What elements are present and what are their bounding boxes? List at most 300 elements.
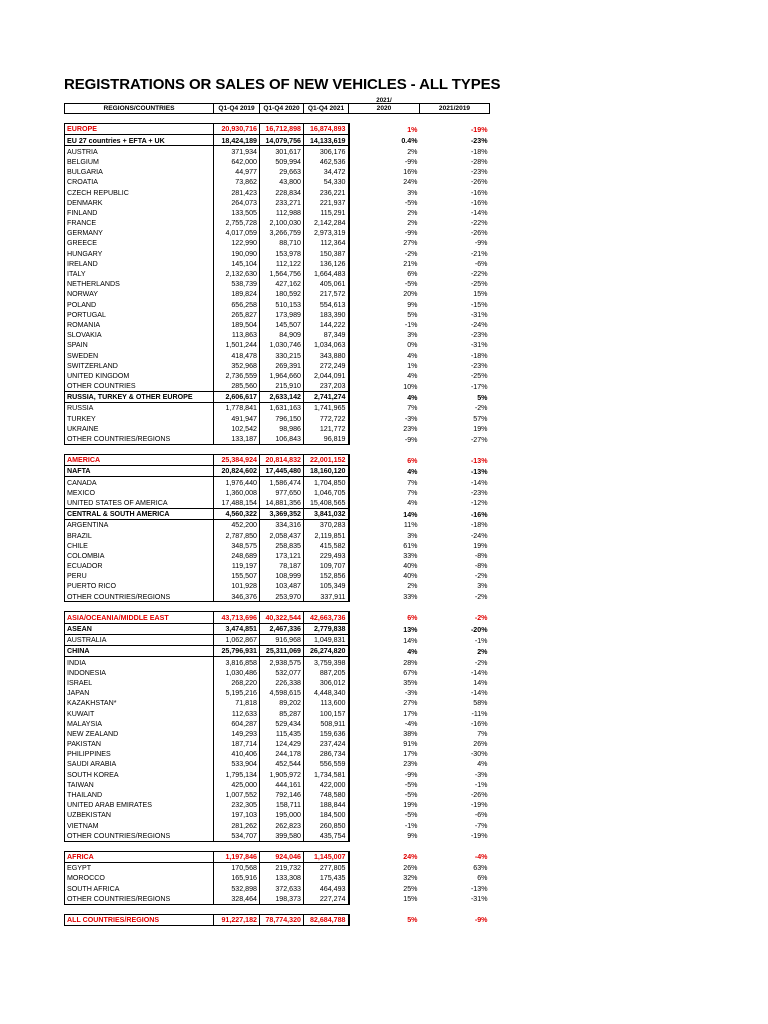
cell-change-2021-2019: -27% bbox=[470, 435, 488, 444]
cell-region: INDIA bbox=[65, 657, 214, 668]
cell-change-2021-2019: -23% bbox=[470, 361, 488, 370]
cell-region: ITALY bbox=[65, 269, 214, 279]
cell-q1-q4-2020: 1,586,474 bbox=[260, 477, 304, 488]
cell-q1-q4-2019: 122,990 bbox=[214, 238, 260, 248]
cell-q1-q4-2019: 268,220 bbox=[214, 678, 260, 688]
cell-region: PAKISTAN bbox=[65, 739, 214, 749]
cell-q1-q4-2019: 170,568 bbox=[214, 862, 260, 873]
table-row bbox=[65, 581, 490, 591]
cell-q1-q4-2019: 1,360,008 bbox=[214, 487, 260, 497]
cell-q1-q4-2019: 44,977 bbox=[214, 167, 260, 177]
cell-q1-q4-2019: 642,000 bbox=[214, 157, 260, 167]
table-row bbox=[65, 340, 490, 350]
table-row bbox=[65, 498, 490, 509]
cell-region: JAPAN bbox=[65, 688, 214, 698]
spacer-cell bbox=[420, 114, 490, 124]
cell-region: GREECE bbox=[65, 238, 214, 248]
cell-region: GERMANY bbox=[65, 228, 214, 238]
cell-q1-q4-2020: 427,162 bbox=[260, 279, 304, 289]
cell-q1-q4-2021: 121,772 bbox=[304, 423, 349, 433]
cell-change-2021-2020: -5% bbox=[404, 791, 418, 800]
cell-change-2021-2020: 7% bbox=[407, 478, 418, 487]
cell-q1-q4-2019: 149,293 bbox=[214, 729, 260, 739]
table-spacer-row bbox=[65, 444, 490, 454]
cell-region: NEW ZEALAND bbox=[65, 729, 214, 739]
cell-q1-q4-2020: 1,964,660 bbox=[260, 371, 304, 381]
cell-q1-q4-2020: 84,909 bbox=[260, 330, 304, 340]
cell-change-2021-2020: 40% bbox=[403, 572, 418, 581]
table-row bbox=[65, 279, 490, 289]
cell-region: EUROPE bbox=[65, 124, 214, 135]
cell-q1-q4-2019: 656,258 bbox=[214, 299, 260, 309]
cell-change-2021-2019: 58% bbox=[473, 699, 488, 708]
spacer-cell bbox=[304, 444, 349, 454]
cell-q1-q4-2021: 34,472 bbox=[304, 167, 349, 177]
table-row bbox=[65, 413, 490, 423]
cell-q1-q4-2020: 452,544 bbox=[260, 759, 304, 769]
cell-q1-q4-2021: 2,973,319 bbox=[304, 228, 349, 238]
cell-change-2021-2020: -9% bbox=[404, 229, 418, 238]
table-row bbox=[65, 157, 490, 167]
table-row bbox=[65, 218, 490, 228]
cell-region: MALAYSIA bbox=[65, 718, 214, 728]
table-row bbox=[65, 381, 490, 392]
cell-q1-q4-2021: 1,034,063 bbox=[304, 340, 349, 350]
cell-region: SWEDEN bbox=[65, 350, 214, 360]
cell-q1-q4-2020: 108,999 bbox=[260, 571, 304, 581]
cell-q1-q4-2019: 17,488,154 bbox=[214, 498, 260, 509]
cell-q1-q4-2019: 113,863 bbox=[214, 330, 260, 340]
cell-q1-q4-2020: 977,650 bbox=[260, 487, 304, 497]
cell-change-2021-2020: 25% bbox=[403, 884, 418, 893]
header-change-top: 2021/ bbox=[376, 97, 392, 105]
cell-q1-q4-2021: 96,819 bbox=[304, 434, 349, 445]
cell-q1-q4-2020: 115,435 bbox=[260, 729, 304, 739]
cell-change-2021-2020: 9% bbox=[407, 832, 418, 841]
cell-q1-q4-2019: 133,187 bbox=[214, 434, 260, 445]
cell-change-2021-2020: -9% bbox=[404, 770, 418, 779]
cell-q1-q4-2020: 399,580 bbox=[260, 830, 304, 841]
cell-region: ARGENTINA bbox=[65, 519, 214, 530]
cell-change-2021-2020: 33% bbox=[403, 593, 418, 602]
cell-change-2021-2020: 33% bbox=[403, 551, 418, 560]
cell-change-2021-2019: -18% bbox=[470, 351, 488, 360]
section-total-row bbox=[65, 914, 490, 925]
cell-q1-q4-2021: 229,493 bbox=[304, 551, 349, 561]
spacer-cell bbox=[349, 444, 420, 454]
cell-q1-q4-2019: 112,633 bbox=[214, 708, 260, 718]
cell-change-2021-2020: 23% bbox=[403, 424, 418, 433]
cell-q1-q4-2019: 2,755,728 bbox=[214, 218, 260, 228]
cell-change-2021-2020: -2% bbox=[404, 249, 418, 258]
cell-q1-q4-2021: 175,435 bbox=[304, 873, 349, 883]
table-row bbox=[65, 269, 490, 279]
cell-change-2021-2019: -2% bbox=[474, 572, 488, 581]
cell-q1-q4-2019: 1,778,841 bbox=[214, 403, 260, 414]
cell-change-2021-2019: -22% bbox=[470, 270, 488, 279]
cell-q1-q4-2019: 1,795,134 bbox=[214, 769, 260, 779]
cell-change-2021-2020: 9% bbox=[407, 300, 418, 309]
cell-region: ASIA/OCEANIA/MIDDLE EAST bbox=[65, 612, 214, 623]
subtotal-row bbox=[65, 508, 490, 519]
cell-change-2021-2019: -23% bbox=[470, 488, 488, 497]
cell-q1-q4-2021: 508,911 bbox=[304, 718, 349, 728]
cell-q1-q4-2021: 1,049,831 bbox=[304, 634, 349, 645]
cell-change-2021-2019: -31% bbox=[470, 341, 488, 350]
cell-region: KUWAIT bbox=[65, 708, 214, 718]
cell-change-2021-2019: 14% bbox=[473, 678, 488, 687]
table-row bbox=[65, 434, 490, 445]
cell-change-2021-2019: 2% bbox=[477, 647, 488, 656]
cell-change-2021-2020: 24% bbox=[403, 853, 418, 862]
spacer-cell bbox=[65, 444, 214, 454]
subtotal-row bbox=[65, 646, 490, 657]
header-q1-q4-2021: Q1-Q4 2021 bbox=[304, 104, 349, 114]
cell-q1-q4-2021: 236,221 bbox=[304, 187, 349, 197]
table-row bbox=[65, 708, 490, 718]
cell-q1-q4-2020: 173,121 bbox=[260, 551, 304, 561]
cell-change-2021-2019: -26% bbox=[470, 229, 488, 238]
cell-change-2021-2019: -19% bbox=[470, 832, 488, 841]
cell-region: UZBEKISTAN bbox=[65, 810, 214, 820]
cell-change-2021-2019: -14% bbox=[470, 478, 488, 487]
cell-change-2021-2020: 7% bbox=[407, 404, 418, 413]
cell-region: SOUTH KOREA bbox=[65, 769, 214, 779]
cell-region: TAIWAN bbox=[65, 779, 214, 789]
cell-change-2021-2020: 23% bbox=[403, 760, 418, 769]
cell-change-2021-2019: -7% bbox=[474, 821, 488, 830]
cell-q1-q4-2021: 277,805 bbox=[304, 862, 349, 873]
header-change-bottom: 2020 bbox=[376, 105, 392, 113]
table-row bbox=[65, 634, 490, 645]
cell-q1-q4-2021: 2,119,851 bbox=[304, 530, 349, 540]
cell-change-2021-2019: 7% bbox=[477, 729, 488, 738]
cell-q1-q4-2019: 1,007,552 bbox=[214, 790, 260, 800]
cell-change-2021-2019: -13% bbox=[470, 467, 488, 476]
table-row bbox=[65, 309, 490, 319]
cell-change-2021-2020: 21% bbox=[403, 259, 418, 268]
cell-change-2021-2020: 4% bbox=[407, 467, 418, 476]
cell-q1-q4-2019: 25,384,924 bbox=[214, 454, 260, 465]
cell-q1-q4-2019: 410,406 bbox=[214, 749, 260, 759]
cell-change-2021-2020: 67% bbox=[403, 668, 418, 677]
cell-region: CANADA bbox=[65, 477, 214, 488]
cell-q1-q4-2021: 415,582 bbox=[304, 540, 349, 550]
cell-q1-q4-2021: 105,349 bbox=[304, 581, 349, 591]
table-row bbox=[65, 561, 490, 571]
table-row bbox=[65, 591, 490, 602]
cell-region: NETHERLANDS bbox=[65, 279, 214, 289]
cell-region: RUSSIA bbox=[65, 403, 214, 414]
cell-q1-q4-2020: 173,989 bbox=[260, 309, 304, 319]
cell-q1-q4-2021: 2,741,274 bbox=[304, 391, 349, 402]
cell-q1-q4-2019: 155,507 bbox=[214, 571, 260, 581]
cell-q1-q4-2021: 16,874,893 bbox=[304, 124, 349, 135]
spacer-cell bbox=[260, 602, 304, 612]
table-row bbox=[65, 360, 490, 370]
cell-q1-q4-2021: 3,841,032 bbox=[304, 508, 349, 519]
cell-change-2021-2020: 3% bbox=[407, 531, 418, 540]
cell-change-2021-2019: -18% bbox=[470, 147, 488, 156]
cell-change-2021-2019: -14% bbox=[470, 689, 488, 698]
cell-change-2021-2019: -14% bbox=[470, 208, 488, 217]
cell-q1-q4-2021: 3,759,398 bbox=[304, 657, 349, 668]
table-row bbox=[65, 790, 490, 800]
cell-q1-q4-2021: 183,390 bbox=[304, 309, 349, 319]
cell-q1-q4-2019: 165,916 bbox=[214, 873, 260, 883]
cell-region: INDONESIA bbox=[65, 667, 214, 677]
cell-region: ROMANIA bbox=[65, 320, 214, 330]
cell-change-2021-2019: -9% bbox=[474, 916, 488, 925]
table-row bbox=[65, 320, 490, 330]
cell-q1-q4-2020: 20,814,832 bbox=[260, 454, 304, 465]
cell-q1-q4-2019: 538,739 bbox=[214, 279, 260, 289]
cell-q1-q4-2020: 153,978 bbox=[260, 248, 304, 258]
cell-q1-q4-2019: 20,824,602 bbox=[214, 466, 260, 477]
cell-change-2021-2020: -5% bbox=[404, 780, 418, 789]
table-row bbox=[65, 883, 490, 893]
cell-q1-q4-2021: 1,046,705 bbox=[304, 487, 349, 497]
cell-change-2021-2019: -2% bbox=[474, 404, 488, 413]
cell-q1-q4-2021: 405,061 bbox=[304, 279, 349, 289]
cell-change-2021-2019: -2% bbox=[474, 614, 488, 623]
cell-q1-q4-2019: 3,816,858 bbox=[214, 657, 260, 668]
table-row bbox=[65, 238, 490, 248]
cell-q1-q4-2020: 215,910 bbox=[260, 381, 304, 392]
cell-change-2021-2019: -18% bbox=[470, 521, 488, 530]
cell-q1-q4-2020: 372,633 bbox=[260, 883, 304, 893]
cell-q1-q4-2020: 103,487 bbox=[260, 581, 304, 591]
spacer-cell bbox=[349, 602, 420, 612]
table-row bbox=[65, 371, 490, 381]
cell-q1-q4-2021: 2,142,284 bbox=[304, 218, 349, 228]
spacer-cell bbox=[304, 114, 349, 124]
cell-change-2021-2020: 0.4% bbox=[401, 137, 418, 146]
cell-q1-q4-2021: 112,364 bbox=[304, 238, 349, 248]
cell-q1-q4-2020: 258,835 bbox=[260, 540, 304, 550]
table-row bbox=[65, 571, 490, 581]
table-row bbox=[65, 167, 490, 177]
spacer-cell bbox=[304, 841, 349, 851]
cell-change-2021-2019: -16% bbox=[470, 510, 488, 519]
cell-q1-q4-2021: 221,937 bbox=[304, 197, 349, 207]
cell-change-2021-2019: -30% bbox=[470, 750, 488, 759]
cell-change-2021-2020: -1% bbox=[404, 320, 418, 329]
cell-change-2021-2020: 20% bbox=[403, 290, 418, 299]
cell-q1-q4-2021: 188,844 bbox=[304, 800, 349, 810]
cell-q1-q4-2019: 2,606,617 bbox=[214, 391, 260, 402]
cell-change-2021-2019: -2% bbox=[474, 658, 488, 667]
cell-q1-q4-2020: 43,800 bbox=[260, 177, 304, 187]
cell-change-2021-2020: 28% bbox=[403, 658, 418, 667]
cell-region: MEXICO bbox=[65, 487, 214, 497]
cell-q1-q4-2019: 248,689 bbox=[214, 551, 260, 561]
cell-q1-q4-2021: 1,145,007 bbox=[304, 851, 349, 862]
cell-change-2021-2019: -24% bbox=[470, 320, 488, 329]
table-row bbox=[65, 197, 490, 207]
cell-q1-q4-2020: 88,710 bbox=[260, 238, 304, 248]
cell-q1-q4-2021: 556,559 bbox=[304, 759, 349, 769]
cell-change-2021-2019: -15% bbox=[470, 300, 488, 309]
cell-region: PHILIPPINES bbox=[65, 749, 214, 759]
spacer-cell bbox=[420, 904, 490, 914]
table-row bbox=[65, 403, 490, 414]
cell-region: OTHER COUNTRIES/REGIONS bbox=[65, 830, 214, 841]
cell-change-2021-2019: -31% bbox=[470, 895, 488, 904]
cell-q1-q4-2021: 54,330 bbox=[304, 177, 349, 187]
cell-region: AMERICA bbox=[65, 454, 214, 465]
cell-region: CZECH REPUBLIC bbox=[65, 187, 214, 197]
cell-q1-q4-2019: 281,423 bbox=[214, 187, 260, 197]
cell-q1-q4-2019: 2,736,559 bbox=[214, 371, 260, 381]
table-row bbox=[65, 739, 490, 749]
cell-q1-q4-2020: 1,631,163 bbox=[260, 403, 304, 414]
cell-q1-q4-2021: 1,741,965 bbox=[304, 403, 349, 414]
cell-q1-q4-2019: 1,197,846 bbox=[214, 851, 260, 862]
cell-q1-q4-2019: 197,103 bbox=[214, 810, 260, 820]
cell-region: SOUTH AFRICA bbox=[65, 883, 214, 893]
cell-change-2021-2019: -4% bbox=[474, 853, 488, 862]
cell-change-2021-2020: 35% bbox=[403, 678, 418, 687]
cell-q1-q4-2019: 71,818 bbox=[214, 698, 260, 708]
cell-region: BRAZIL bbox=[65, 530, 214, 540]
cell-change-2021-2020: -4% bbox=[404, 719, 418, 728]
cell-q1-q4-2019: 232,305 bbox=[214, 800, 260, 810]
table-row bbox=[65, 187, 490, 197]
cell-change-2021-2020: 0% bbox=[407, 341, 418, 350]
cell-q1-q4-2020: 29,663 bbox=[260, 167, 304, 177]
cell-region: SWITZERLAND bbox=[65, 360, 214, 370]
cell-q1-q4-2020: 2,938,575 bbox=[260, 657, 304, 668]
cell-q1-q4-2020: 233,271 bbox=[260, 197, 304, 207]
table-row bbox=[65, 667, 490, 677]
cell-q1-q4-2020: 269,391 bbox=[260, 360, 304, 370]
cell-change-2021-2020: -3% bbox=[404, 689, 418, 698]
cell-q1-q4-2019: 418,478 bbox=[214, 350, 260, 360]
table-row bbox=[65, 330, 490, 340]
cell-q1-q4-2019: 264,073 bbox=[214, 197, 260, 207]
cell-region: COLOMBIA bbox=[65, 551, 214, 561]
cell-change-2021-2020: 91% bbox=[403, 740, 418, 749]
cell-region: BELGIUM bbox=[65, 157, 214, 167]
cell-q1-q4-2021: 237,203 bbox=[304, 381, 349, 392]
cell-region: PORTUGAL bbox=[65, 309, 214, 319]
spacer-cell bbox=[214, 114, 260, 124]
cell-q1-q4-2020: 3,369,352 bbox=[260, 508, 304, 519]
cell-region: THAILAND bbox=[65, 790, 214, 800]
cell-change-2021-2019: -21% bbox=[470, 249, 488, 258]
table-row bbox=[65, 423, 490, 433]
cell-change-2021-2020: 1% bbox=[407, 361, 418, 370]
cell-q1-q4-2021: 217,572 bbox=[304, 289, 349, 299]
cell-q1-q4-2021: 306,012 bbox=[304, 678, 349, 688]
cell-q1-q4-2020: 198,373 bbox=[260, 893, 304, 904]
table-header-row bbox=[65, 104, 490, 114]
cell-q1-q4-2020: 253,970 bbox=[260, 591, 304, 602]
cell-change-2021-2020: 4% bbox=[407, 371, 418, 380]
cell-q1-q4-2019: 189,824 bbox=[214, 289, 260, 299]
cell-q1-q4-2019: 18,424,189 bbox=[214, 135, 260, 146]
cell-q1-q4-2020: 509,994 bbox=[260, 157, 304, 167]
cell-change-2021-2020: 5% bbox=[407, 310, 418, 319]
subtotal-row bbox=[65, 391, 490, 402]
cell-region: HUNGARY bbox=[65, 248, 214, 258]
cell-q1-q4-2019: 133,505 bbox=[214, 208, 260, 218]
cell-region: AUSTRIA bbox=[65, 146, 214, 157]
cell-change-2021-2019: -22% bbox=[470, 219, 488, 228]
cell-change-2021-2019: 5% bbox=[477, 393, 488, 402]
cell-region: KAZAKHSTAN* bbox=[65, 698, 214, 708]
cell-q1-q4-2020: 792,146 bbox=[260, 790, 304, 800]
cell-change-2021-2020: 13% bbox=[403, 625, 418, 634]
cell-region: RUSSIA, TURKEY & OTHER EUROPE bbox=[65, 391, 214, 402]
cell-change-2021-2020: 6% bbox=[407, 270, 418, 279]
section-total-row bbox=[65, 851, 490, 862]
cell-change-2021-2020: -9% bbox=[404, 157, 418, 166]
cell-region: SLOVAKIA bbox=[65, 330, 214, 340]
cell-q1-q4-2019: 102,542 bbox=[214, 423, 260, 433]
cell-region: IRELAND bbox=[65, 258, 214, 268]
cell-q1-q4-2019: 1,501,244 bbox=[214, 340, 260, 350]
cell-q1-q4-2020: 510,153 bbox=[260, 299, 304, 309]
table-row bbox=[65, 718, 490, 728]
header-regions: REGIONS/COUNTRIES bbox=[65, 104, 214, 114]
cell-change-2021-2019: -13% bbox=[470, 456, 488, 465]
cell-q1-q4-2021: 144,222 bbox=[304, 320, 349, 330]
cell-q1-q4-2019: 348,575 bbox=[214, 540, 260, 550]
cell-q1-q4-2021: 554,613 bbox=[304, 299, 349, 309]
cell-q1-q4-2020: 133,308 bbox=[260, 873, 304, 883]
cell-region: SAUDI ARABIA bbox=[65, 759, 214, 769]
cell-q1-q4-2020: 916,968 bbox=[260, 634, 304, 645]
cell-region: EU 27 countries + EFTA + UK bbox=[65, 135, 214, 146]
cell-q1-q4-2020: 1,030,746 bbox=[260, 340, 304, 350]
spacer-cell bbox=[304, 904, 349, 914]
cell-q1-q4-2021: 422,000 bbox=[304, 779, 349, 789]
cell-region: NAFTA bbox=[65, 466, 214, 477]
cell-change-2021-2019: -8% bbox=[474, 562, 488, 571]
cell-q1-q4-2019: 43,713,696 bbox=[214, 612, 260, 623]
cell-q1-q4-2021: 227,274 bbox=[304, 893, 349, 904]
table-row bbox=[65, 657, 490, 668]
cell-q1-q4-2019: 2,787,850 bbox=[214, 530, 260, 540]
cell-change-2021-2019: 63% bbox=[473, 864, 488, 873]
cell-change-2021-2019: 6% bbox=[477, 874, 488, 883]
cell-region: FRANCE bbox=[65, 218, 214, 228]
cell-q1-q4-2019: 285,560 bbox=[214, 381, 260, 392]
cell-change-2021-2020: 6% bbox=[407, 456, 418, 465]
cell-q1-q4-2021: 748,580 bbox=[304, 790, 349, 800]
cell-q1-q4-2021: 136,126 bbox=[304, 258, 349, 268]
cell-q1-q4-2020: 301,617 bbox=[260, 146, 304, 157]
cell-change-2021-2019: -11% bbox=[471, 709, 488, 718]
cell-q1-q4-2021: 18,160,120 bbox=[304, 466, 349, 477]
cell-q1-q4-2020: 145,507 bbox=[260, 320, 304, 330]
cell-change-2021-2020: 61% bbox=[403, 541, 418, 550]
cell-region: EGYPT bbox=[65, 862, 214, 873]
cell-q1-q4-2020: 444,161 bbox=[260, 779, 304, 789]
table-row bbox=[65, 248, 490, 258]
cell-change-2021-2019: -20% bbox=[470, 625, 488, 634]
cell-q1-q4-2020: 112,122 bbox=[260, 258, 304, 268]
table-row bbox=[65, 810, 490, 820]
cell-q1-q4-2021: 150,387 bbox=[304, 248, 349, 258]
cell-change-2021-2019: 57% bbox=[473, 414, 488, 423]
table-row bbox=[65, 769, 490, 779]
cell-q1-q4-2021: 464,493 bbox=[304, 883, 349, 893]
cell-q1-q4-2019: 25,796,931 bbox=[214, 646, 260, 657]
cell-change-2021-2019: -17% bbox=[470, 382, 488, 391]
